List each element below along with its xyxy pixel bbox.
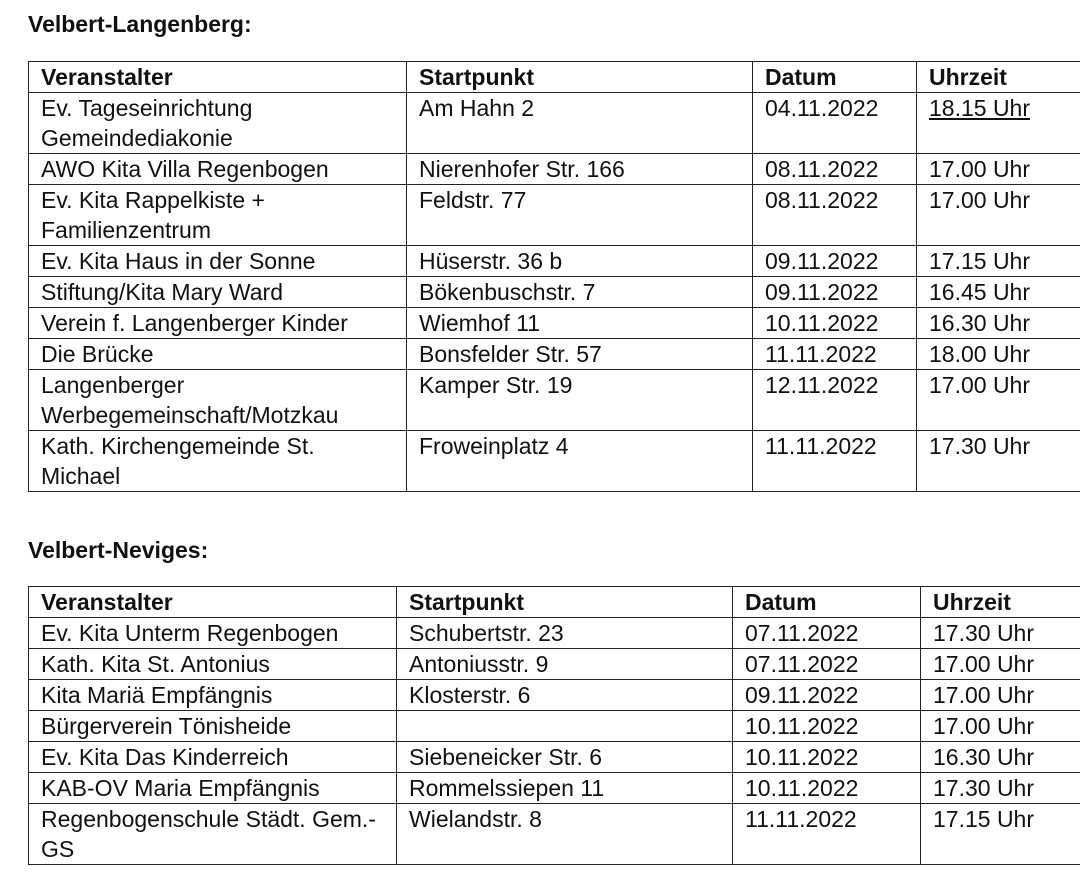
start-point-cell: Feldstr. 77 (407, 185, 753, 246)
time-cell: 17.00 Uhr (921, 649, 1080, 680)
organizer-cell: Kath. Kirchengemeinde St. Michael (29, 431, 407, 492)
organizer-cell: Ev. Kita Das Kinderreich (29, 742, 397, 773)
time-text: 18.15 Uhr (929, 95, 1031, 121)
start-point-cell: Am Hahn 2 (407, 93, 753, 154)
organizer-cell: Die Brücke (29, 339, 407, 370)
time-cell: 17.15 Uhr (921, 804, 1080, 865)
table-row (29, 618, 1080, 649)
date-cell: 10.11.2022 (733, 773, 921, 804)
time-cell: 17.00 Uhr (921, 711, 1080, 742)
table-row (29, 277, 1080, 308)
table-row (29, 649, 1080, 680)
start-point-cell: Froweinplatz 4 (407, 431, 753, 492)
date-cell: 09.11.2022 (733, 680, 921, 711)
organizer-cell: KAB-OV Maria Empfängnis (29, 773, 397, 804)
time-cell: 17.00 Uhr (921, 680, 1080, 711)
time-cell: 16.30 Uhr (917, 308, 1080, 339)
time-cell: 17.00 Uhr (917, 370, 1080, 431)
start-point-cell: Siebeneicker Str. 6 (397, 742, 733, 773)
organizer-cell: Regenbogenschule Städt. Gem.-GS (29, 804, 397, 865)
table-row (29, 742, 1080, 773)
section-title-neviges: Velbert-Neviges: (28, 537, 209, 563)
date-cell: 12.11.2022 (753, 370, 917, 431)
date-cell: 08.11.2022 (753, 154, 917, 185)
organizer-cell: Kita Mariä Empfängnis (29, 680, 397, 711)
date-cell: 08.11.2022 (753, 185, 917, 246)
table-row (29, 339, 1080, 370)
date-cell: 10.11.2022 (753, 308, 917, 339)
date-cell: 11.11.2022 (753, 431, 917, 492)
column-header: Datum (733, 587, 921, 618)
start-point-cell: Bonsfelder Str. 57 (407, 339, 753, 370)
time-cell: 18.00 Uhr (917, 339, 1080, 370)
column-header: Datum (753, 62, 917, 93)
table-row (29, 711, 1080, 742)
table-header-row (29, 62, 1080, 93)
start-point-cell: Wielandstr. 8 (397, 804, 733, 865)
organizer-cell: Bürgerverein Tönisheide (29, 711, 397, 742)
time-cell: 16.45 Uhr (917, 277, 1080, 308)
organizer-cell: Ev. Kita Rappelkiste + Familienzentrum (29, 185, 407, 246)
organizer-cell: AWO Kita Villa Regenbogen (29, 154, 407, 185)
date-cell: 09.11.2022 (753, 277, 917, 308)
table-header-row (29, 587, 1080, 618)
table-row (29, 431, 1080, 492)
column-header: Veranstalter (29, 62, 407, 93)
date-cell: 10.11.2022 (733, 742, 921, 773)
start-point-cell: Bökenbuschstr. 7 (407, 277, 753, 308)
time-cell: 17.30 Uhr (921, 773, 1080, 804)
table-row (29, 154, 1080, 185)
date-cell: 11.11.2022 (753, 339, 917, 370)
time-cell: 17.00 Uhr (917, 185, 1080, 246)
organizer-cell: Langenberger Werbegemeinschaft/Motzkau (29, 370, 407, 431)
start-point-cell (397, 711, 733, 742)
start-point-cell: Rommelssiepen 11 (397, 773, 733, 804)
start-point-cell: Antoniusstr. 9 (397, 649, 733, 680)
start-point-cell: Wiemhof 11 (407, 308, 753, 339)
schedule-table-neviges (28, 586, 1080, 865)
table-row (29, 185, 1080, 246)
time-cell: 17.00 Uhr (917, 154, 1080, 185)
time-cell: 17.30 Uhr (921, 618, 1080, 649)
table-row (29, 680, 1080, 711)
time-cell: 16.30 Uhr (921, 742, 1080, 773)
date-cell: 11.11.2022 (733, 804, 921, 865)
column-header: Uhrzeit (921, 587, 1080, 618)
date-cell: 09.11.2022 (753, 246, 917, 277)
table-row (29, 804, 1080, 865)
organizer-cell: Stiftung/Kita Mary Ward (29, 277, 407, 308)
column-header: Uhrzeit (917, 62, 1080, 93)
start-point-cell: Klosterstr. 6 (397, 680, 733, 711)
table-row (29, 93, 1080, 154)
start-point-cell: Nierenhofer Str. 166 (407, 154, 753, 185)
organizer-cell: Ev. Kita Unterm Regenbogen (29, 618, 397, 649)
date-cell: 07.11.2022 (733, 649, 921, 680)
time-cell (917, 93, 1080, 154)
table-row (29, 308, 1080, 339)
start-point-cell: Schubertstr. 23 (397, 618, 733, 649)
date-cell: 04.11.2022 (753, 93, 917, 154)
column-header: Startpunkt (397, 587, 733, 618)
table-row (29, 773, 1080, 804)
time-cell: 17.15 Uhr (917, 246, 1080, 277)
section-title-langenberg: Velbert-Langenberg: (28, 11, 252, 37)
date-cell: 07.11.2022 (733, 618, 921, 649)
start-point-cell: Hüserstr. 36 b (407, 246, 753, 277)
table-row (29, 370, 1080, 431)
start-point-cell: Kamper Str. 19 (407, 370, 753, 431)
date-cell: 10.11.2022 (733, 711, 921, 742)
time-cell: 17.30 Uhr (917, 431, 1080, 492)
organizer-cell: Ev. Kita Haus in der Sonne (29, 246, 407, 277)
organizer-cell: Verein f. Langenberger Kinder (29, 308, 407, 339)
schedule-table-langenberg (28, 61, 1080, 492)
column-header: Veranstalter (29, 587, 397, 618)
table-row (29, 246, 1080, 277)
organizer-cell: Ev. Tageseinrichtung Gemeindediakonie (29, 93, 407, 154)
organizer-cell: Kath. Kita St. Antonius (29, 649, 397, 680)
column-header: Startpunkt (407, 62, 753, 93)
